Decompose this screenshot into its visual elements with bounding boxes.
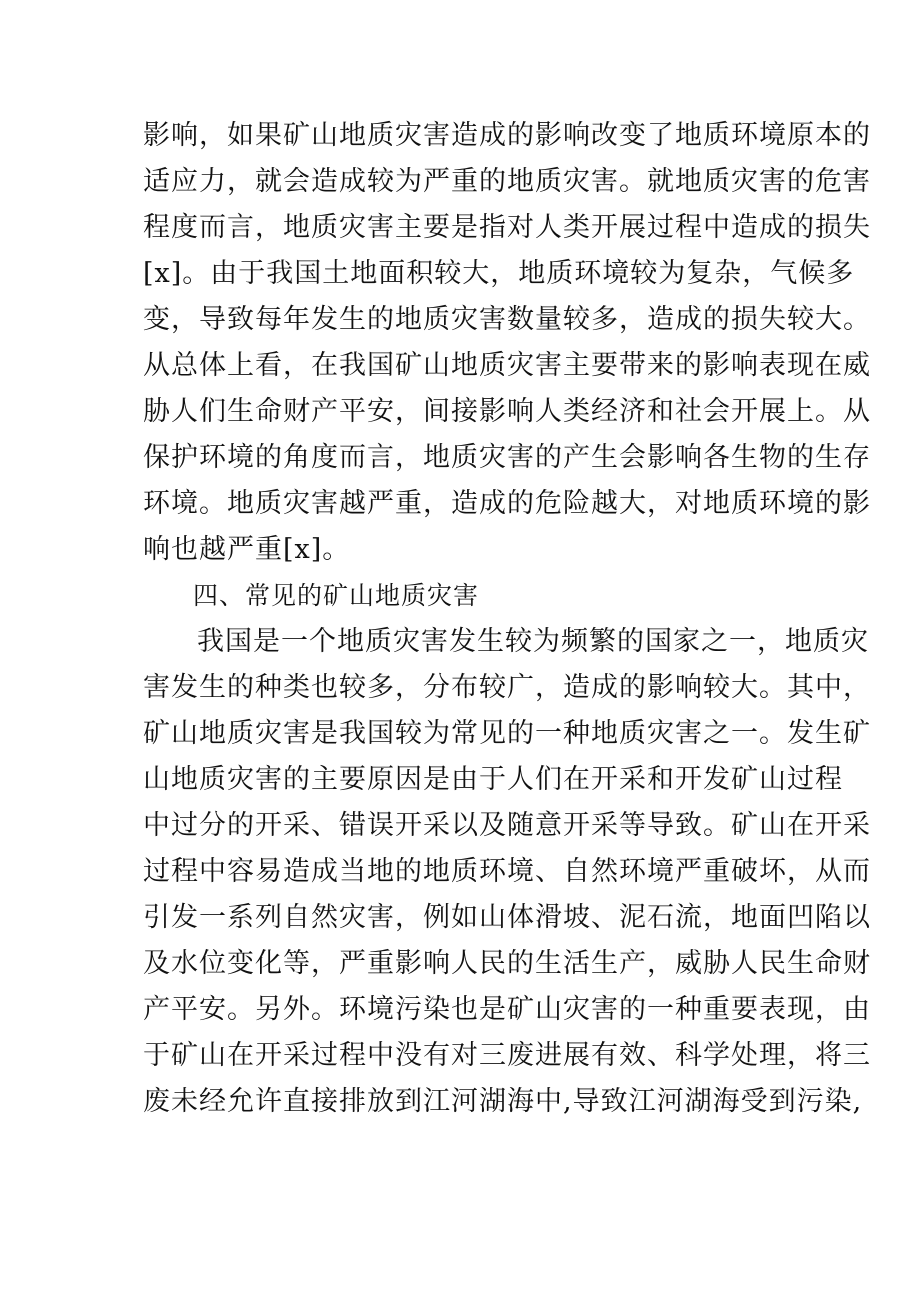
paragraph-line: 于矿山在开采过程中没有对三废进展有效、科学处理，将三: [143, 1040, 871, 1071]
paragraph-line: 中过分的开采、错误开采以及随意开采等导致。矿山在开采: [143, 810, 871, 841]
paragraph-line: 矿山地质灾害是我国较为常见的一种地质灾害之一。发生矿: [143, 718, 871, 749]
paragraph-line: 影响，如果矿山地质灾害造成的影响改变了地质环境原本的: [143, 120, 871, 151]
paragraph-line: [x]。由于我国土地面积较大，地质环境较为复杂，气候多: [143, 258, 855, 289]
paragraph-line: 山地质灾害的主要原因是由于人们在开采和开发矿山过程: [143, 764, 843, 795]
paragraph-line: 变，导致每年发生的地质灾害数量较多，造成的损失较大。: [143, 304, 871, 335]
paragraph-line: 废未经允许直接排放到江河湖海中,导致江河湖海受到污染,: [143, 1086, 863, 1117]
paragraph-line: 保护环境的角度而言，地质灾害的产生会影响各生物的生存: [143, 442, 871, 473]
paragraph-line: 胁人们生命财产平安，间接影响人类经济和社会开展上。从: [143, 396, 871, 427]
paragraph-line: 产平安。另外。环境污染也是矿山灾害的一种重要表现，由: [143, 994, 871, 1025]
paragraph-line: 我国是一个地质灾害发生较为频繁的国家之一，地质灾: [197, 626, 869, 657]
paragraph-line: 害发生的种类也较多，分布较广，造成的影响较大。其中，: [143, 672, 871, 703]
paragraph-line: 过程中容易造成当地的地质环境、自然环境严重破坏，从而: [143, 856, 871, 887]
paragraph-line: 引发一系列自然灾害，例如山体滑坡、泥石流，地面凹陷以: [143, 902, 871, 933]
paragraph-line: 及水位变化等，严重影响人民的生活生产，威胁人民生命财: [143, 948, 871, 979]
paragraph-line: 程度而言，地质灾害主要是指对人类开展过程中造成的损失: [143, 212, 871, 243]
paragraph-line: 响也越严重[x]。: [143, 534, 351, 565]
paragraph-line: 环境。地质灾害越严重，造成的危险越大，对地质环境的影: [143, 488, 871, 519]
paragraph-line: 适应力，就会造成较为严重的地质灾害。就地质灾害的危害: [143, 166, 871, 197]
paragraph-line: 从总体上看，在我国矿山地质灾害主要带来的影响表现在威: [143, 350, 871, 381]
section-heading: 四、常见的矿山地质灾害: [193, 581, 480, 610]
